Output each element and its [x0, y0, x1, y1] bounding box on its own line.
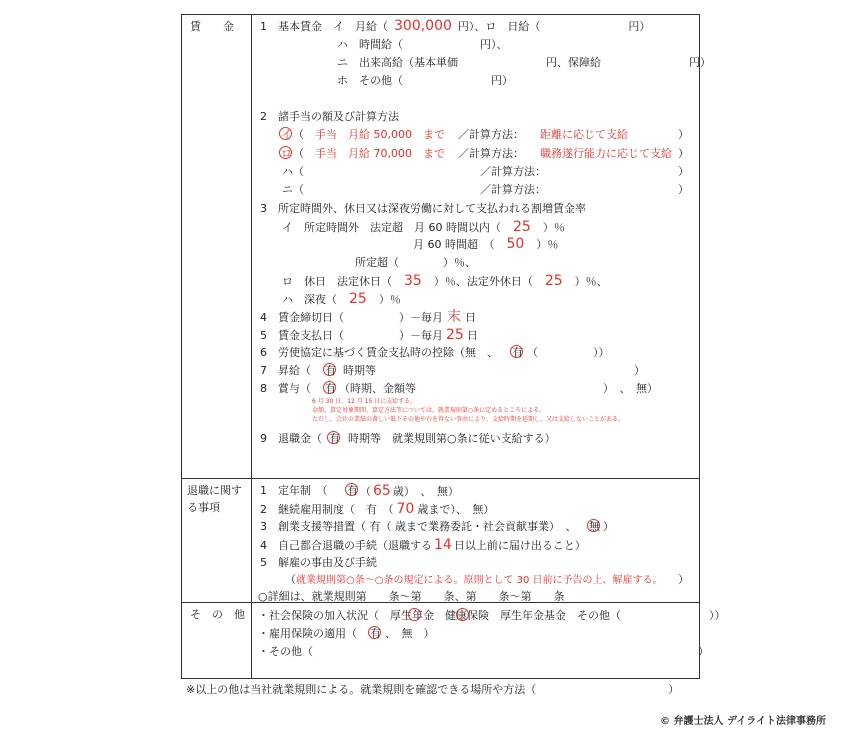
copyright: © 弁護士法人 デイライト法律事務所 [660, 716, 826, 727]
closing-date-end: 日 [465, 311, 476, 324]
retire-age-value: 65 [373, 483, 391, 499]
allowance-c-line: ハ（ ／計算方法： [282, 165, 546, 178]
non-legal-holiday-label: ）％、法定外休日（ [433, 275, 533, 288]
allowance-c-close: ） [678, 165, 689, 178]
section-retire-1: 退職に関す [187, 484, 242, 497]
dismissal-text: 就業規則第○条～○条の規定による。原則として 30 日前に予告の上、解雇する。 [296, 575, 663, 586]
monthly-amount: 300,000 [394, 18, 452, 34]
raise-close: ） [634, 364, 645, 377]
continued-employment-end: 歳まで）、 無） [417, 503, 495, 516]
continued-employment [260, 502, 494, 517]
resignation-label: 4 自己都合退職の手続（退職する [260, 539, 432, 552]
bonus-note-3: ただし、会社の業績の著しい低下その他やむを得ない事由により、支給時期を延期し、又は支給しないことがある。 [312, 416, 625, 423]
payment-date [260, 328, 478, 343]
allowance-a-open: （ [293, 128, 304, 141]
allowance-d-line: ニ（ ／計算方法： [282, 183, 546, 196]
resignation-end: 日以上前に届け出ること） [453, 539, 586, 552]
payment-date-value: 25 [446, 327, 464, 343]
prescribed-over: 所定超（ ）％、 [355, 256, 476, 269]
allowance-a-mark: イ [281, 128, 292, 141]
allowance-a-method: 距離に応じて支給 [540, 128, 628, 141]
overtime-over-60-rate: 50 [506, 236, 525, 252]
continued-employment-age: 70 [396, 501, 415, 517]
base-wage-rest: 円）、ロ 日給（ 円） [457, 20, 651, 33]
bonus-label: 8 賞与（ [260, 382, 311, 395]
non-legal-holiday-rate: 25 [544, 273, 563, 289]
other-misc: ・その他（ ） [258, 645, 709, 658]
raise-label: 7 昇給（ [260, 364, 311, 377]
pct-close: ）％ [542, 221, 565, 234]
social-insurance: ・社会保険の加入状況（ 厚生年金 健康保険 厚生年金基金 その他（ ）） [258, 609, 726, 622]
footer-note: ※以上の他は当社就業規則による。就業規則を確認できる場所や方法（ ） [186, 683, 680, 696]
night-rate [282, 292, 401, 307]
holiday-end: ）％、 [574, 275, 608, 288]
premium-heading: 3 所定時間外、休日又は深夜労働に対して支払われる割増賃金率 [260, 202, 586, 215]
overtime-within-60-label: イ 所定時間外 法定超 月 60 時間以内（ [282, 221, 501, 234]
overtime-over-60 [413, 237, 558, 252]
allowance-d-close: ） [678, 183, 689, 196]
legal-holiday-rate: 35 [404, 273, 422, 289]
base-wage-line [260, 19, 650, 34]
startup-support-label: 3 創業支援等措置（ 有（ 歳まで業務委託・社会貢献事業） 、 [260, 520, 577, 533]
overtime-within-60 [282, 220, 565, 235]
base-wage-label: 1 基本賃金 イ 月給（ [260, 20, 388, 33]
dismissal-heading: 5 解雇の事由及び手続 [260, 556, 377, 569]
continued-employment-label: 2 継続雇用制度（ 有 （ [260, 503, 394, 516]
closing-date-value: 末 [447, 309, 461, 325]
allowance-b-mark: ロ [281, 147, 292, 160]
retire-age-label: 1 定年制 （ [260, 484, 328, 497]
allowance-b-open: （ [293, 147, 304, 160]
bonus-end: （時期、金額等 ） 、 無） [339, 382, 658, 395]
closing-date-label: 4 賃金締切日（ ）－毎月 [260, 311, 443, 324]
holiday-label: ロ 休日 法定休日（ [282, 275, 392, 288]
night-rate-value: 25 [349, 291, 367, 307]
retirement-allowance-yes: 有 [329, 432, 340, 445]
allowance-a-calc-label: ／計算方法： [458, 128, 524, 141]
border-top [181, 14, 700, 15]
section-wage: 賃 金 [190, 20, 234, 33]
allowance-b-method: 職務遂行能力に応じて支給 [540, 147, 672, 160]
section-retire-2: る事項 [187, 501, 220, 514]
allowance-b-close: ） [678, 147, 689, 160]
retirement-allowance-label: 9 退職金（ [260, 432, 322, 445]
allowance-b-detail: 手当 月給 70,000 まで [315, 147, 445, 160]
circle-mark [456, 608, 469, 621]
deduction-yes: 有 [512, 346, 523, 359]
piece-wage-line: ニ 出来高給（基本単価 円、保障給 円） [337, 56, 711, 69]
closing-date [260, 310, 476, 325]
allowance-a-detail: 手当 月給 50,000 まで [315, 128, 445, 141]
pct-close: ）％ [536, 238, 559, 251]
startup-support-end: ） [603, 520, 614, 533]
dismissal-close: ） [678, 573, 689, 586]
hourly-wage-line: ハ 時間給（ 円）、 [337, 38, 508, 51]
payment-date-end: 日 [466, 329, 478, 342]
allowance-a-close: ） [678, 128, 689, 141]
bonus-note-2: 金額、算定対象期間、算定方法等については、就業規則第○条に定めるところによる。 [312, 407, 546, 414]
retire-age-row: （ 65 歳） 、 無） [360, 483, 459, 499]
startup-support-no: 無 [589, 520, 600, 533]
retire-age-yes: 有 [347, 484, 358, 497]
other-wage-line: ホ その他（ 円） [337, 74, 513, 87]
raise-end: 時期等 [343, 364, 376, 377]
resignation-procedure [260, 538, 586, 553]
column-divider [251, 14, 252, 679]
night-label: ハ 深夜（ [282, 293, 337, 306]
dismissal-open: （ [285, 573, 296, 586]
border-bottom [181, 678, 700, 679]
bonus-note-1: 6 月 30 日、12 月 15 日に支給する。 [312, 398, 417, 405]
employment-insurance-end: 、 無 ） [385, 627, 435, 640]
retirement-allowance-end: 時期等 就業規則第○条に従い支給する） [348, 432, 556, 445]
section-other: そ の 他 [190, 608, 245, 621]
raise-yes: 有 [325, 364, 336, 377]
circle-mark [408, 608, 421, 621]
employment-insurance-yes: 有 [370, 627, 381, 640]
row-divider-1 [181, 478, 700, 479]
retire-age-end: 歳） 、 無） [392, 485, 459, 498]
pct-close: ）％ [378, 293, 401, 306]
dismissal-detail [285, 573, 663, 587]
bonus-yes: 有 [325, 382, 336, 395]
allowance-heading: 2 諸手当の額及び計算方法 [260, 110, 399, 123]
overtime-over-60-label: 月 60 時間超 （ [413, 238, 495, 251]
resignation-days: 14 [434, 537, 452, 553]
border-left [181, 14, 182, 679]
rules-detail: ○詳細は、就業規則第 条～第 条、第 条～第 条 [258, 590, 565, 603]
deduction-label: 6 労使協定に基づく賃金支払時の控除（無 、 [260, 346, 498, 359]
employment-insurance-label: ・雇用保険の適用（ [258, 627, 357, 640]
overtime-within-60-rate: 25 [513, 219, 531, 235]
payment-date-label: 5 賃金支払日（ ）－毎月 [260, 329, 443, 342]
holiday-rates [282, 274, 608, 289]
deduction-end: （ ）） [527, 346, 610, 359]
border-right [699, 14, 700, 679]
allowance-b-calc-label: ／計算方法： [458, 147, 524, 160]
